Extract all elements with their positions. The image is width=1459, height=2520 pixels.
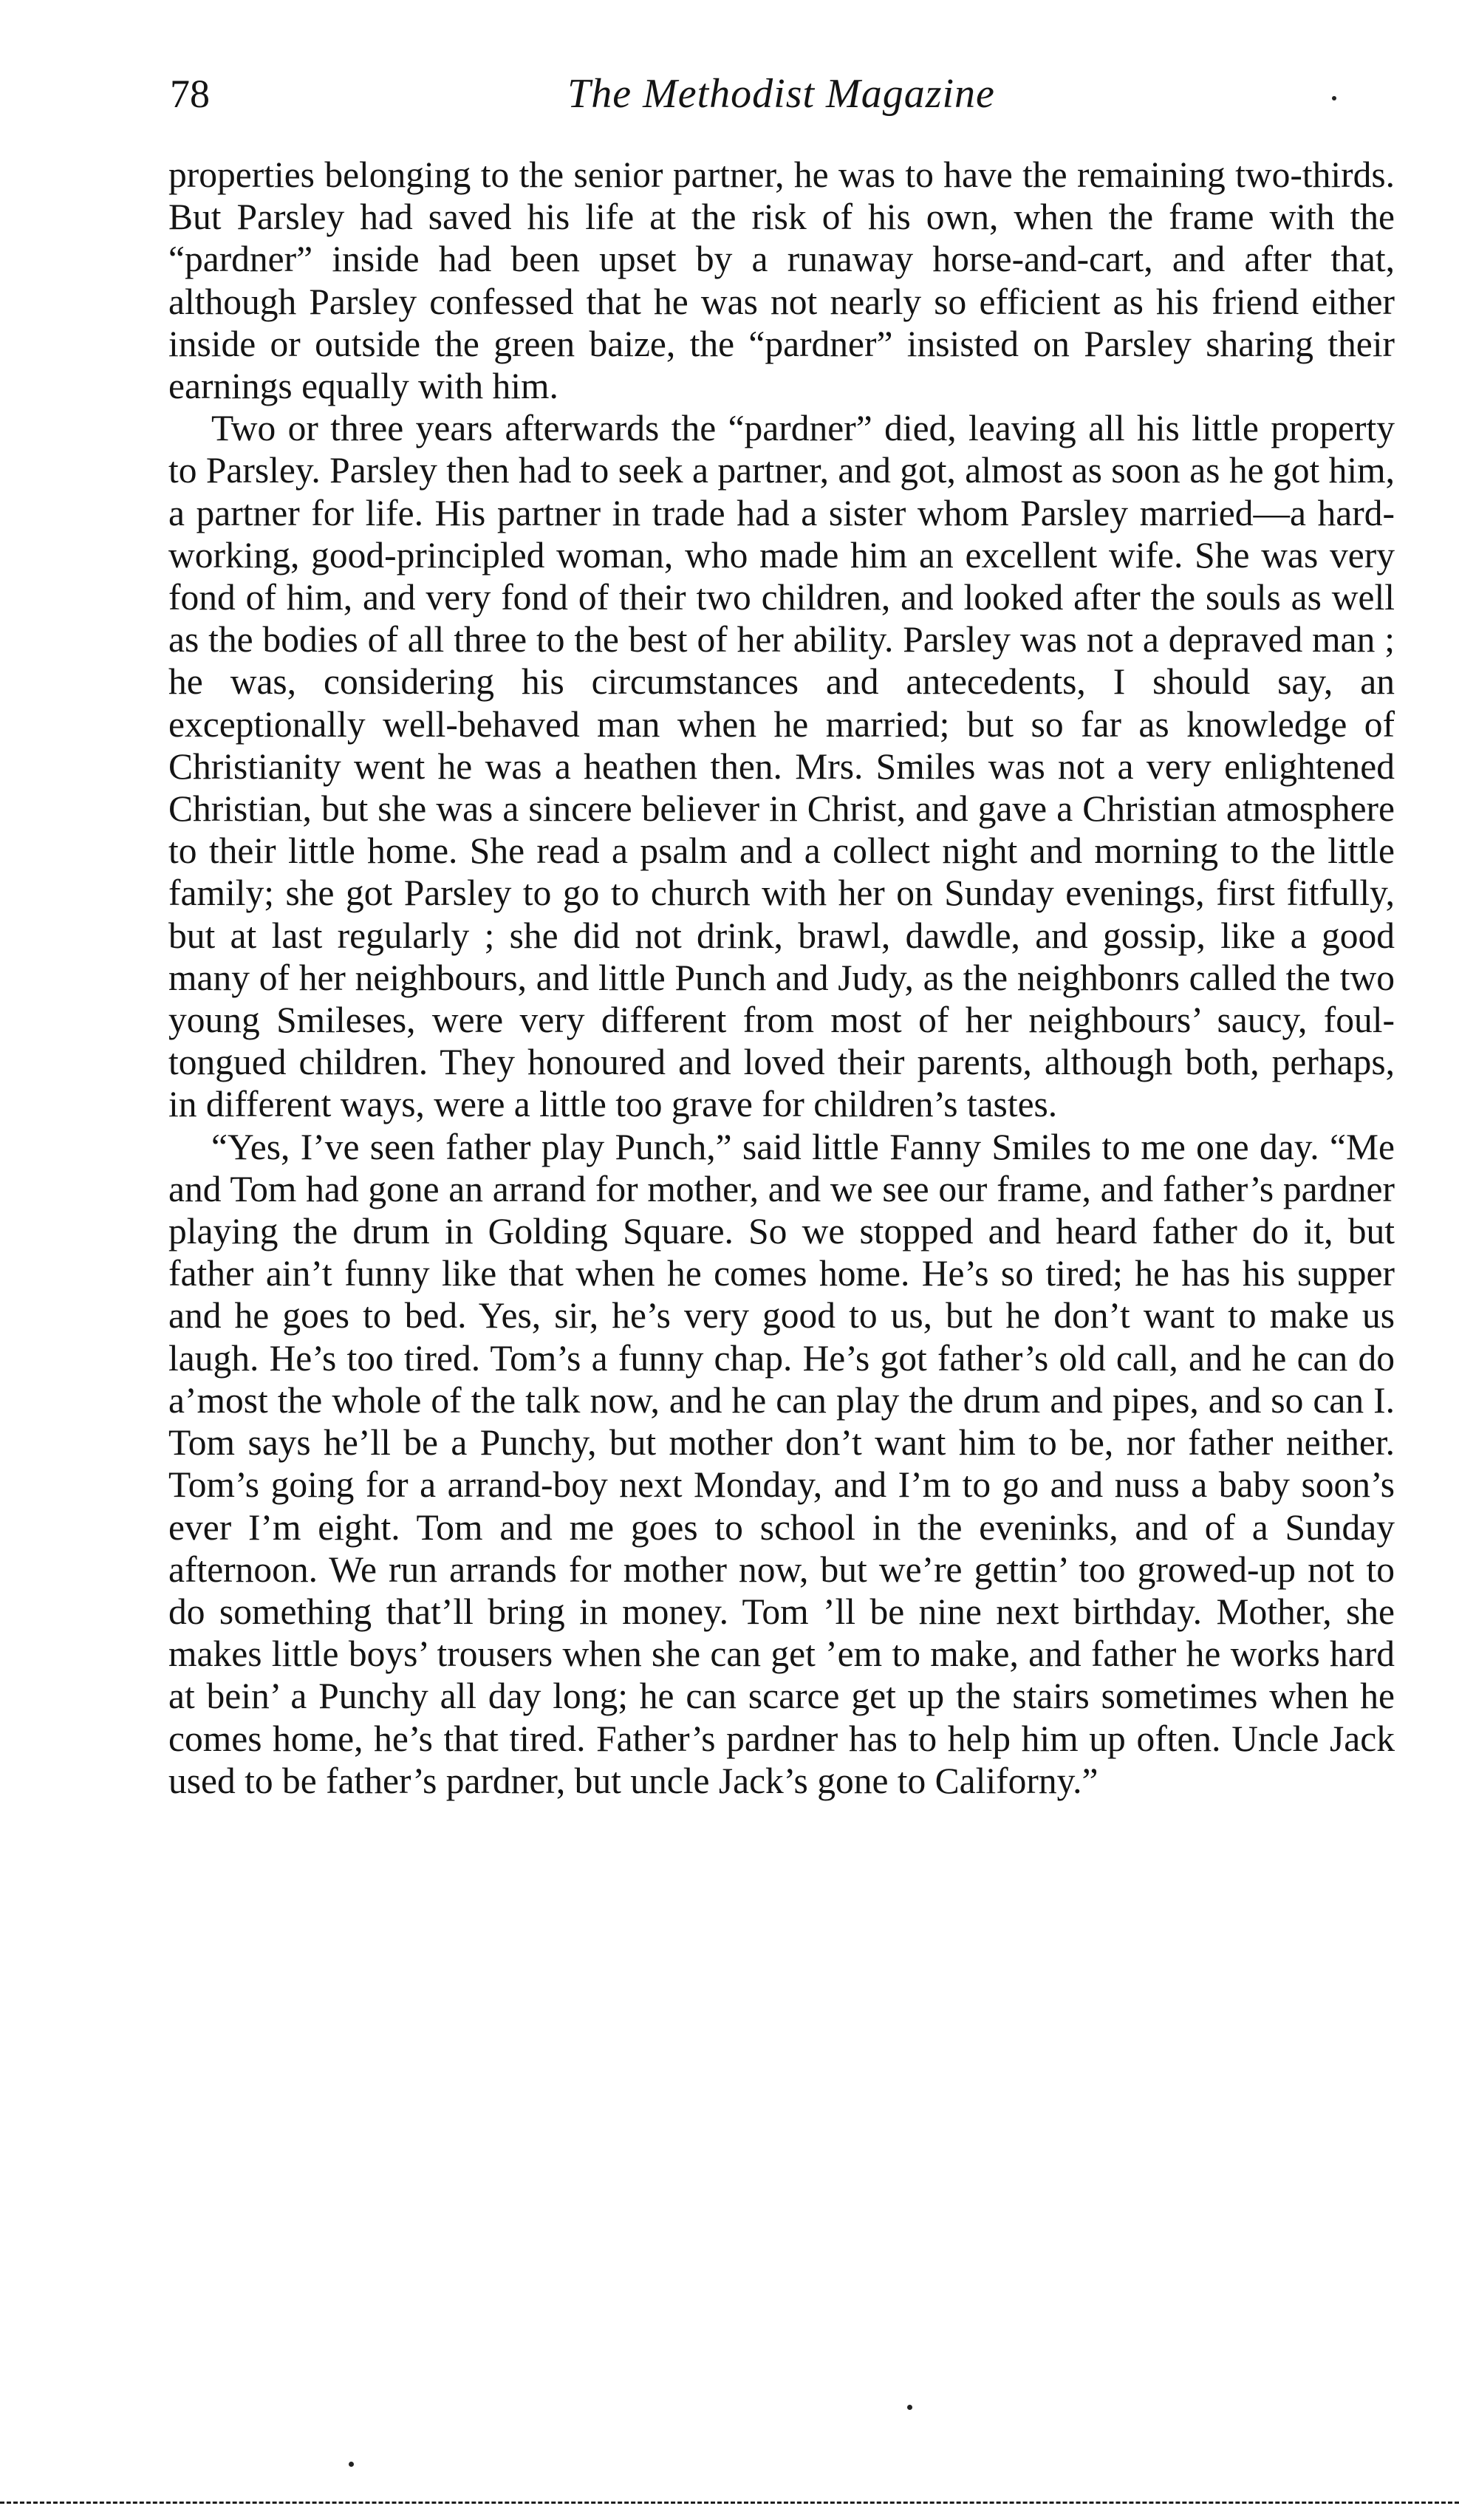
- ink-speck: [907, 2405, 912, 2410]
- footer-rule: [0, 2502, 1459, 2504]
- page-header: [170, 68, 1393, 120]
- ink-speck: [1332, 96, 1336, 100]
- article-body: [168, 154, 1395, 1802]
- paragraph: “Yes, I’ve seen father play Punch,” said little Fanny Smiles to me one day. “Me and Tom had gone an arrand for mother, and we see our frame, and father’s pardner playing the drum in Golding Square. So we stopped and heard father do it, but father ain’t funny like that when he comes home. He’s so tired; he has his supper and he goes to bed. Yes, sir, he’s very good to us, but he don’t want to make us laugh. He’s too tired. Tom’s a funny chap. He’s got father’s old call, and he can do a’most the whole of the talk now, and he can play the drum and pipes, and so can I. Tom says he’ll be a Punchy, but mother don’t want him to be, nor father neither. Tom’s going for a arrand-boy next Monday, and I’m to go and nuss a baby soon’s ever I’m eight. Tom and me goes to school in the eveninks, and of a Sunday afternoon. We run arrands for mother now, but we’re gettin’ too growed-up not to do something that’ll bring in money. Tom ’ll be nine next birthday. Mother, she makes little boys’ trousers when she can get ’em to make, and father he works hard at bein’ a Punchy all day long; he can scarce get up the stairs sometimes when he comes home, he’s that tired. Father’s pardner has to help him up often. Uncle Jack used to be father’s pardner, but uncle Jack’s gone to Californy.”: [168, 1126, 1395, 1801]
- running-title: The Methodist Magazine: [567, 71, 995, 117]
- ink-speck: [349, 2462, 354, 2467]
- paragraph-continued: properties belonging to the senior partner, he was to have the remaining two-thirds. But Parsley had saved his life at the risk of his own, when the frame with the “pardner” inside had been upset by a runaway horse-and-cart, and after that, although Parsley confessed that he was not nearly so efficient as his friend either inside or outside the green baize, the “pardner” insisted on Parsley sharing their earnings equally with him.: [168, 154, 1395, 407]
- paragraph: Two or three years afterwards the “pardner” died, leaving all his little property to Parsley. Parsley then had to seek a partner, and got, almost as soon as he got him, a partner for life. His partner in trade had a sister whom Parsley married—a hard-working, good-principled woman, who made him an excellent wife. She was very fond of him, and very fond of their two children, and looked after the souls as well as the bodies of all three to the best of her ability. Parsley was not a depraved man ; he was, considering his circumstances and antecedents, I should say, an exceptionally well-behaved man when he married; but so far as knowledge of Christianity went he was a heathen then. Mrs. Smiles was not a very enlightened Christian, but she was a sincere believer in Christ, and gave a Christian atmosphere to their little home. She read a psalm and a collect night and morning to the little family; she got Parsley to go to church with her on Sunday evenings, first fitfully, but at last regularly ; she did not drink, brawl, dawdle, and gossip, like a good many of her neighbours, and little Punch and Judy, as the neighbonrs called the two young Smileses, were very different from most of her neighbours’ saucy, foul-tongued children. They honoured and loved their parents, although both, perhaps, in different ways, were a little too grave for children’s tastes.: [168, 408, 1395, 1125]
- page-number: 78: [170, 72, 210, 116]
